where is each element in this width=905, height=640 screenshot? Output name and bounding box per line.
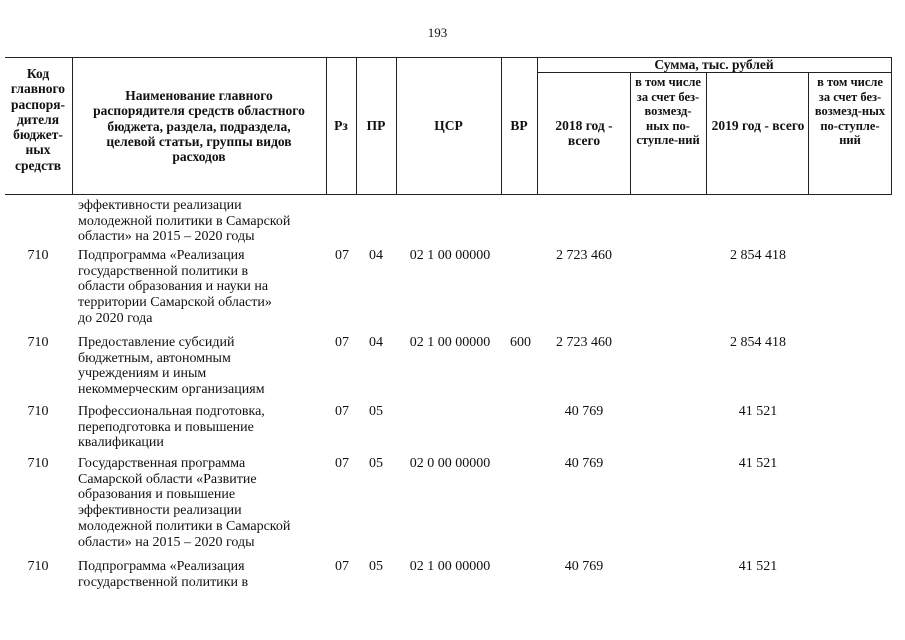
header-code: Код главного распоря-дителя бюджет-ных средств — [10, 66, 66, 173]
row-sum-2018: 2 723 460 — [556, 335, 612, 350]
row-sum-2019: 2 854 418 — [730, 335, 786, 350]
row-csr: 02 1 00 00000 — [409, 559, 491, 574]
row-pr: 05 — [369, 456, 383, 471]
row-name: эффективности реализации молодежной политики в Самарской области» на 2015 – 2020 годы — [78, 198, 291, 245]
row-sum-2019: 41 521 — [738, 456, 778, 471]
col-divider — [706, 72, 707, 194]
row-name: Подпрограмма «Реализация государственной политики в — [78, 559, 249, 590]
row-rz: 07 — [335, 248, 349, 263]
col-divider — [537, 57, 538, 194]
header-sum: Сумма, тыс. рублей — [654, 57, 774, 72]
header-rz: Рз — [334, 118, 348, 133]
row-code: 710 — [27, 404, 49, 419]
row-name: Государственная программа Самарской области «Развитие образования и повышение эффективности реализации молодежной политики в Самарской области» на 2015 – 2020 годы — [78, 456, 291, 550]
row-pr: 04 — [369, 335, 383, 350]
row-pr: 04 — [369, 248, 383, 263]
row-rz: 07 — [335, 456, 349, 471]
header-name: Наименование главного распорядителя средств областного бюджета, раздела, подраздела, целевой статьи, группы видов расходов — [93, 88, 305, 165]
row-csr: 02 1 00 00000 — [409, 248, 491, 263]
row-sum-2019: 41 521 — [738, 404, 778, 419]
header-pr: ПР — [366, 118, 386, 133]
row-name: Предоставление субсидий бюджетным, автономным учреждениям и иным некоммерческим организациям — [78, 335, 265, 398]
row-sum-2018: 40 769 — [564, 559, 604, 574]
row-csr: 02 0 00 00000 — [409, 456, 491, 471]
col-divider — [891, 57, 892, 194]
row-rz: 07 — [335, 335, 349, 350]
col-divider — [72, 57, 73, 194]
row-code: 710 — [27, 335, 49, 350]
row-code: 710 — [27, 456, 49, 471]
header-2019-free: в том числе за счет без-возмезд-ных по-ступле-ний — [814, 75, 886, 148]
header-2018-free: в том числе за счет без-возмезд-ных по-ступле-ний — [635, 75, 701, 148]
row-sum-2018: 2 723 460 — [556, 248, 612, 263]
row-name: Подпрограмма «Реализация государственной политики в области образования и науки на территории Самарской области» до 2020 года — [78, 248, 272, 326]
row-pr: 05 — [369, 559, 383, 574]
header-2018-total: 2018 год - всего — [555, 118, 613, 149]
row-name: Профессиональная подготовка, переподготовка и повышение квалификации — [78, 404, 265, 451]
row-pr: 05 — [369, 404, 383, 419]
row-rz: 07 — [335, 559, 349, 574]
row-sum-2019: 2 854 418 — [730, 248, 786, 263]
row-code: 710 — [27, 248, 49, 263]
col-divider — [808, 72, 809, 194]
row-vr: 600 — [510, 335, 531, 350]
row-csr: 02 1 00 00000 — [409, 335, 491, 350]
row-sum-2019: 41 521 — [738, 559, 778, 574]
header-bottom-border — [5, 194, 892, 195]
col-divider — [630, 72, 631, 194]
row-code: 710 — [27, 559, 49, 574]
page-number: 193 — [427, 25, 448, 40]
row-sum-2018: 40 769 — [564, 404, 604, 419]
header-vr: ВР — [510, 118, 528, 133]
row-rz: 07 — [335, 404, 349, 419]
header-2019-total: 2019 год - всего — [711, 118, 805, 133]
row-sum-2018: 40 769 — [564, 456, 604, 471]
header-csr: ЦСР — [434, 118, 463, 133]
